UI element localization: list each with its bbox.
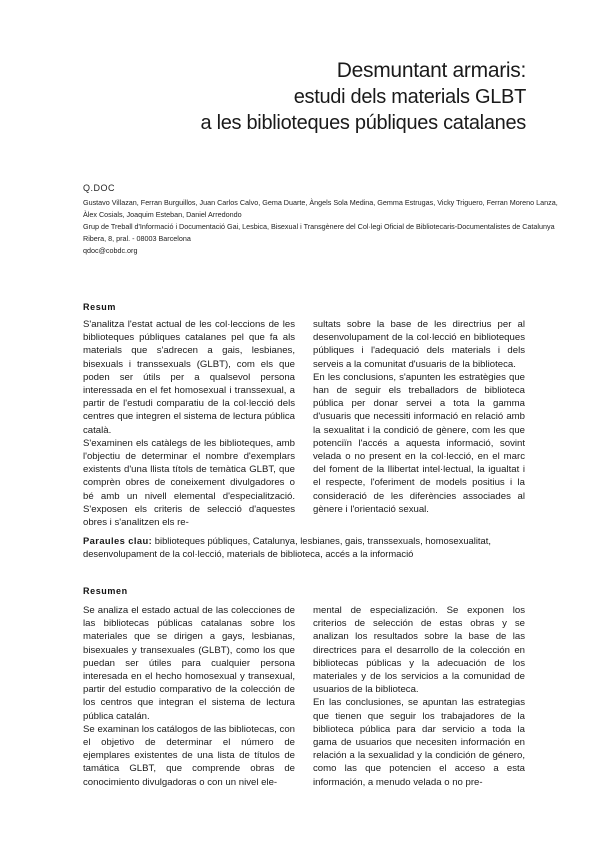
title-line-2: estudi dels materials GLBT (293, 86, 526, 108)
article-title (200, 58, 526, 136)
resumen-paragraph-1: Se analiza el estado actual de las colecciones de las bibliotecas públicas catalanas sobre los materiales que se dirigen a gays, lesbianas, bisexuales y transexuales (GLBT), como los que puedan ser útiles para cualquier persona interesada en el hecho homosexual y transexual, partir del estudio comparativo de la colección de los centros que integran el sistema de lectura pública catalán. (83, 605, 295, 722)
group-name: Q.DOC (83, 183, 116, 193)
email: qdoc@cobdc.org (83, 246, 138, 255)
author-block (83, 182, 558, 257)
resumen-heading: Resumen (83, 586, 128, 596)
resumen-paragraph-2: Se examinan los catálogos de las bibliotecas, con el objetivo de determinar el número de ejemplares existentes de una lista de títulos de tamática GLBT, que comprende obras de conocimiento divulgadoras o con un nivel ele- (83, 723, 295, 788)
author-names-line-1: Gustavo Villazan, Ferran Burguillos, Juan Carlos Calvo, Gema Duarte, Àngels Sola Medina, Gemma Estrugas, Vicky Triguero, Ferran Moreno Lanza, (83, 198, 558, 207)
resum-paragraph-3: sultats sobre la base de les directrius per al desenvolupament de la col·lecció en biblioteques públiques i l'adequació dels materials i dels serveis a la comunitat d'usuaris de la biblioteca. (313, 319, 525, 370)
affiliation: Grup de Treball d'Informació i Documentació Gai, Lesbica, Bisexual i Transgènere del Col·legi Oficial de Bibliotecaris-Documentalistes de Catalunya (83, 222, 555, 231)
title-line-1: Desmuntant armaris: (336, 59, 526, 82)
keywords (83, 534, 529, 560)
resum-column-1 (83, 318, 295, 529)
resumen-paragraph-4: En las conclusiones, se apuntan las estrategias que tienen que seguir los trabajadores de la biblioteca pública para dar servicio a toda la gama de usuarios que necesiten información en relación a la sexualidad y la condición de género, como las que potencien el acceso a esta información, a menudo velada o no pre- (313, 697, 525, 788)
address: Ribera, 8, pral. - 08003 Barcelona (83, 234, 191, 243)
resum-paragraph-2: S'examinen els catàlegs de les biblioteques, amb l'objectiu de determinar el nombre d'exemplars existents d'una llista títols de temàtica GLBT, que comprèn obres de coneixement divulgadores o bé amb un nivell elemental d'especialització. S'exposen els criteris de selecció d'aquestes obres i s'analitzen els re- (83, 437, 295, 529)
keywords-label: Paraules clau: (83, 535, 153, 546)
author-names-line-2: Àlex Cosials, Joaquim Esteban, Daniel Arredondo (83, 210, 242, 219)
resum-paragraph-1: S'analitza l'estat actual de les col·leccions de les biblioteques públiques catalanes pel que fa als materials que s'adrecen a gais, lesbianes, bisexuals i transsexuals (GLBT), com els que poden ser útils per a qualsevol persona interessada en el fet homosexual i transsexual, a partir de l'estudi comparatiu de la col·lecció dels centres que integren el sistema de lectura pública català. (83, 319, 295, 436)
resumen-column-1 (83, 604, 295, 789)
resumen-column-2 (313, 604, 525, 789)
resum-heading: Resum (83, 302, 117, 312)
resum-column-2 (313, 318, 525, 516)
keywords-text: biblioteques públiques, Catalunya, lesbianes, gais, transsexuals, homosexualitat, desenvolupament de la col·lecció, materials de biblioteca, accés a la informació (83, 535, 491, 559)
title-line-3: a les biblioteques públiques catalanes (200, 112, 526, 134)
resumen-paragraph-3: mental de especialización. Se exponen los criterios de selección de estas obras y se analizan los resultados sobre la base de las directrices para el desarrollo de la colección en bibliotecas públicas y la adecuación de los materiales y de los servicios a la comunidad de usuarios de la biblioteca. (313, 605, 525, 696)
resum-paragraph-4: En les conclusions, s'apunten les estratègies que han de seguir els treballadors de biblioteca pública per donar servei a tota la gamma d'usuaris que necessiti informació en relació amb la sexualitat i la condició de gènere, com les que potenciïn l'accés a aquesta informació, sovint velada o no present en la col·lecció, en el marc del foment de la llibertat intel·lectual, la igualtat i el respecte, l'oferiment de models positius i la consideració de les diferències associades al gènere i l'orientació sexual. (313, 371, 525, 515)
